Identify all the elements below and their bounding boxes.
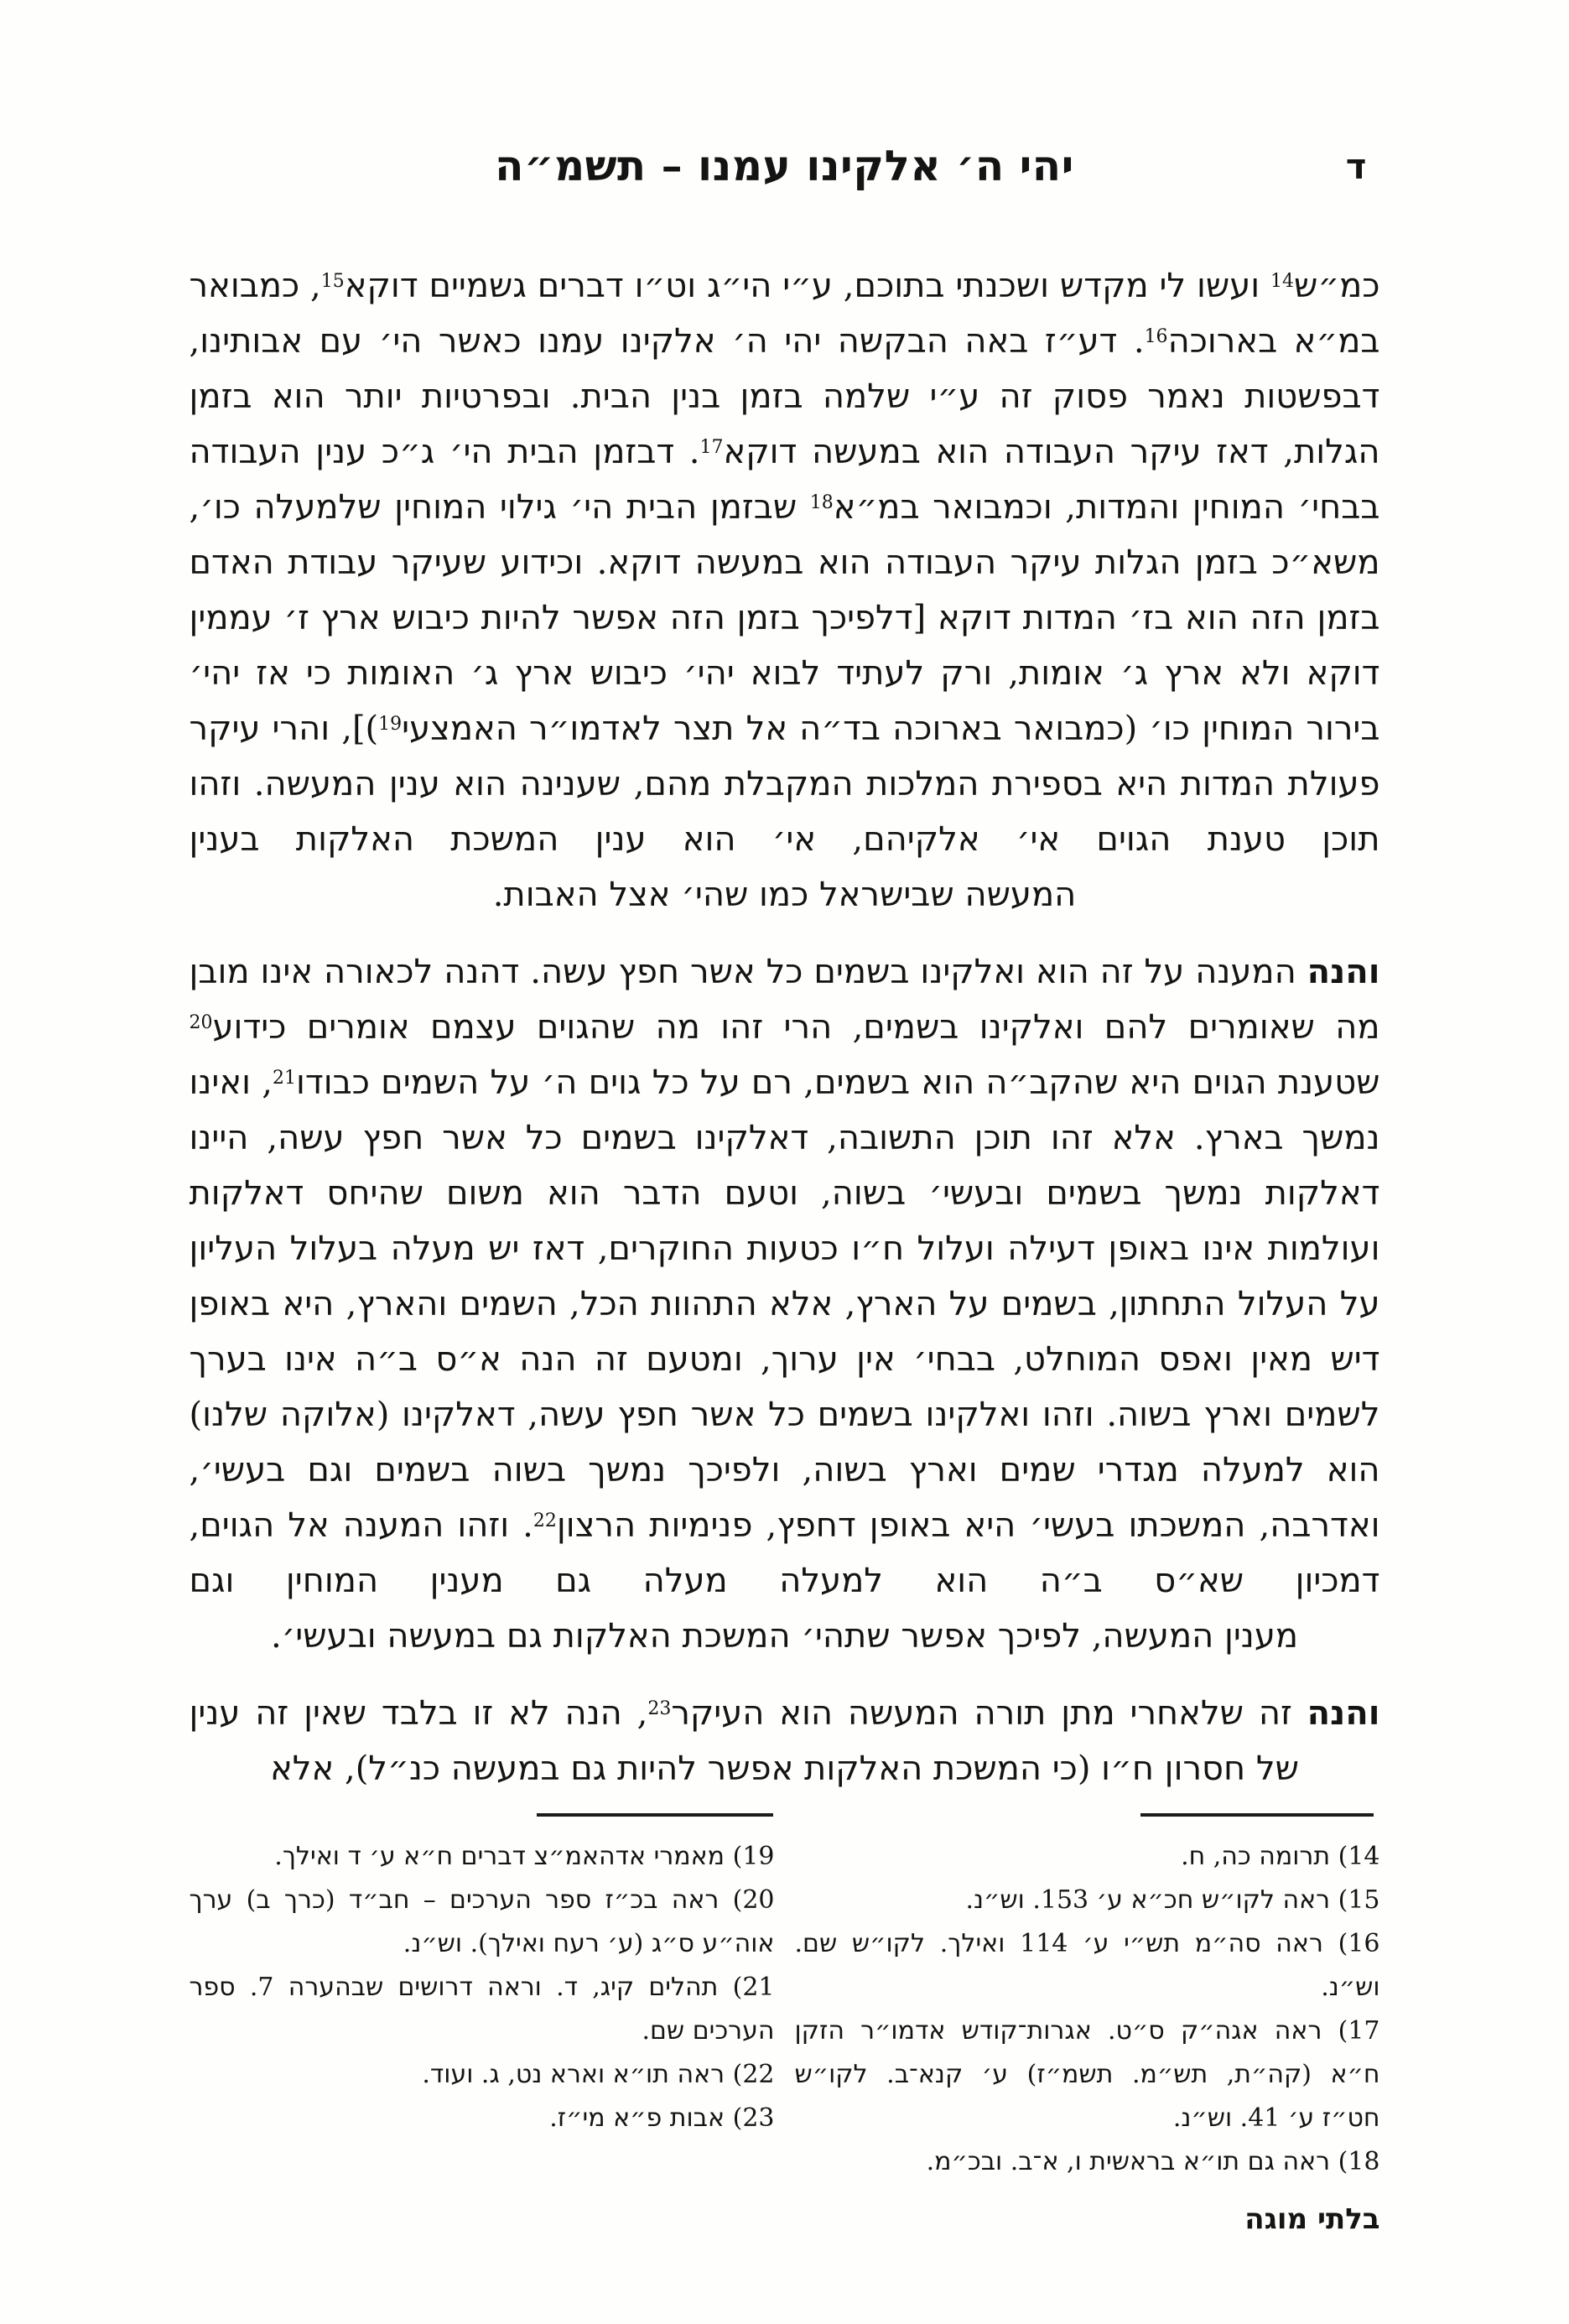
footnotes: [190, 1835, 1380, 2187]
footnote-17: 17) ראה אגה״ק ס״ט. אגרות־קודש אדמו״ר הזקן ח״א (קה״ת, תש״מ. תשמ״ז) ע׳ קנא־ב. לקו״ש חט״ז ע׳ 41. וש״נ.: [794, 2016, 1380, 2133]
footnote-ref-20: 20: [189, 1011, 213, 1033]
body-paragraph: והנה זה שלאחרי מתן תורה המעשה הוא העיקר$^{23}$, הנה לא זו בלבד שאין זה ענין של חסרון ח״ו (כי המשכת האלקות אפשר להיות גם במעשה כנ״ל), אלא: [190, 1686, 1380, 1796]
footnote-23: 23) אבות פ״א מי״ז.: [549, 2103, 775, 2133]
footnote-14: 14) תרומה כה, ח.: [1181, 1842, 1380, 1871]
unedited-notice: בלתי מוגה: [1244, 2202, 1380, 2236]
footnote-ref-14: 14: [1270, 270, 1295, 292]
footnote-ref-18: 18: [809, 491, 834, 513]
body-paragraphs: [190, 258, 1380, 1796]
page-number: ד: [1345, 146, 1367, 187]
page-title: יהי ה׳ אלקינו עמנו – תשמ״ה: [495, 141, 1074, 190]
body-paragraph: כמ״ש$^{14}$ ועשו לי מקדש ושכנתי בתוכם, ע״י הי״ג וט״ו דברים גשמיים דוקא$^{15}$, כמבואר במ״א בארוכה$^{16}$. דע״ז באה הבקשה יהי ה׳ אלקינו עמנו כאשר הי׳ עם אבותינו, דבפשטות נאמר פסוק זה ע״י שלמה בזמן בנין הבית. ובפרטיות יותר הוא בזמן הגלות, דאז עיקר העבודה הוא במעשה דוקא$^{17}$. דבזמן הבית הי׳ ג״כ ענין העבודה בבחי׳ המוחין והמדות, וכמבואר במ״א$^{18}$ שבזמן הבית הי׳ גילוי המוחין שלמעלה כו׳, משא״כ בזמן הגלות עיקר העבודה הוא במעשה דוקא. וכידוע שעיקר עבודת האדם בזמן הזה הוא בז׳ המדות דוקא [דלפיכך בזמן הזה אפשר להיות כיבוש ארץ ז׳ עממין דוקא ולא ארץ ג׳ אומות, ורק לעתיד לבוא יהי׳ כיבוש ארץ ג׳ האומות כי אז יהי׳ בירור המוחין כו׳ (כמבואר בארוכה בד״ה אל תצר לאדמו״ר האמצעי$^{19}$)], והרי עיקר פעולת המדות היא בספירת המלכות המקבלת מהם, שענינה הוא ענין המעשה. וזהו תוכן טענת הגוים אי׳ אלקיהם, אי׳ הוא ענין המשכת האלקות בענין המעשה שבישראל כמו שהי׳ אצל האבות.: [190, 258, 1380, 923]
paragraph-closing-line: המעשה שבישראל כמו שהי׳ אצל האבות.: [492, 876, 1077, 914]
footnotes-left-column: [190, 1835, 775, 2140]
footnotes-right-column: [795, 1835, 1380, 2184]
paragraph-closing-line: של חסרון ח״ו (כי המשכת האלקות אפשר להיות גם במעשה כנ״ל), אלא: [270, 1749, 1299, 1788]
footnote-ref-19: 19: [378, 713, 403, 735]
footnote-separator-left: [537, 1813, 773, 1817]
paragraph-lead-word: והנה: [1307, 1693, 1380, 1733]
footnote-15: 15) ראה לקו״ש חכ״א ע׳ 153. וש״נ.: [965, 1885, 1380, 1915]
footnote-separators: [190, 1796, 1380, 1835]
footnote-ref-15: 15: [320, 270, 345, 292]
footnote-ref-17: 17: [699, 436, 724, 458]
page-header: [190, 141, 1380, 200]
text-block: [190, 141, 1380, 2236]
footnote-ref-23: 23: [647, 1698, 672, 1719]
footnote-22: 22) ראה תו״א וארא נט, ג. ועוד.: [422, 2060, 775, 2089]
footnote-20: 20) ראה בכ״ז ספר הערכים – חב״ד (כרך ב) ערך אוה״ע ס״ג (ע׳ רעח ואילך). וש״נ.: [189, 1885, 775, 1958]
footnote-separator-right: [1140, 1813, 1374, 1817]
footnote-18: 18) ראה גם תו״א בראשית ו, א־ב. ובכ״מ.: [926, 2147, 1380, 2176]
footnote-ref-22: 22: [533, 1510, 557, 1531]
body-paragraph: והנה המענה על זה הוא ואלקינו בשמים כל אשר חפץ עשה. דהנה לכאורה אינו מובן מה שאומרים להם ואלקינו בשמים, הרי זהו מה שהגוים עצמם אומרים כידוע$^{20}$ שטענת הגוים היא שהקב״ה הוא בשמים, רם על כל גוים ה׳ על השמים כבודו$^{21}$, ואינו נמשך בארץ. אלא זהו תוכן התשובה, דאלקינו בשמים כל אשר חפץ עשה, היינו דאלקות נמשך בשמים ובעשי׳ בשוה, וטעם הדבר הוא משום שהיחס דאלקות ועולמות אינו באופן דעילה ועלול ח״ו כטעות החוקרים, דאז יש מעלה בעלול העליון על העלול התחתון, בשמים על הארץ, אלא התהוות הכל, השמים והארץ, היא באופן דיש מאין ואפס המוחלט, בבחי׳ אין ערוך, ומטעם זה הנה א״ס ב״ה אינו בערך לשמים וארץ בשוה. וזהו ואלקינו בשמים כל אשר חפץ עשה, דאלקינו (אלוקה שלנו) הוא למעלה מגדרי שמים וארץ בשוה, ולפיכך נמשך בשוה בשמים וגם בעשי׳, ואדרבה, המשכתו בעשי׳ היא באופן דחפץ, פנימיות הרצון$^{22}$. וזהו המענה אל הגוים, דמכיון שא״ס ב״ה הוא למעלה מעלה גם מענין המוחין וגם מענין המעשה, לפיכך אפשר שתהי׳ המשכת האלקות גם במעשה ובעשי׳.: [190, 944, 1380, 1664]
footnote-ref-21: 21: [272, 1067, 296, 1089]
footnote-19: 19) מאמרי אדהאמ״צ דברים ח״א ע׳ ד ואילך.: [274, 1842, 775, 1871]
paragraph-lead-word: והנה: [1307, 952, 1380, 991]
paragraph-closing-line: מענין המעשה, לפיכך אפשר שתהי׳ המשכת האלקות גם במעשה ובעשי׳.: [270, 1617, 1299, 1656]
footnote-16: 16) ראה סה״מ תש״י ע׳ 114 ואילך. לקו״ש שם. וש״נ.: [794, 1929, 1380, 2002]
footnote-21: 21) תהלים קיג, ד. וראה דרושים שבהערה 7. ספר הערכים שם.: [189, 1973, 775, 2046]
footnote-ref-16: 16: [1144, 325, 1168, 347]
